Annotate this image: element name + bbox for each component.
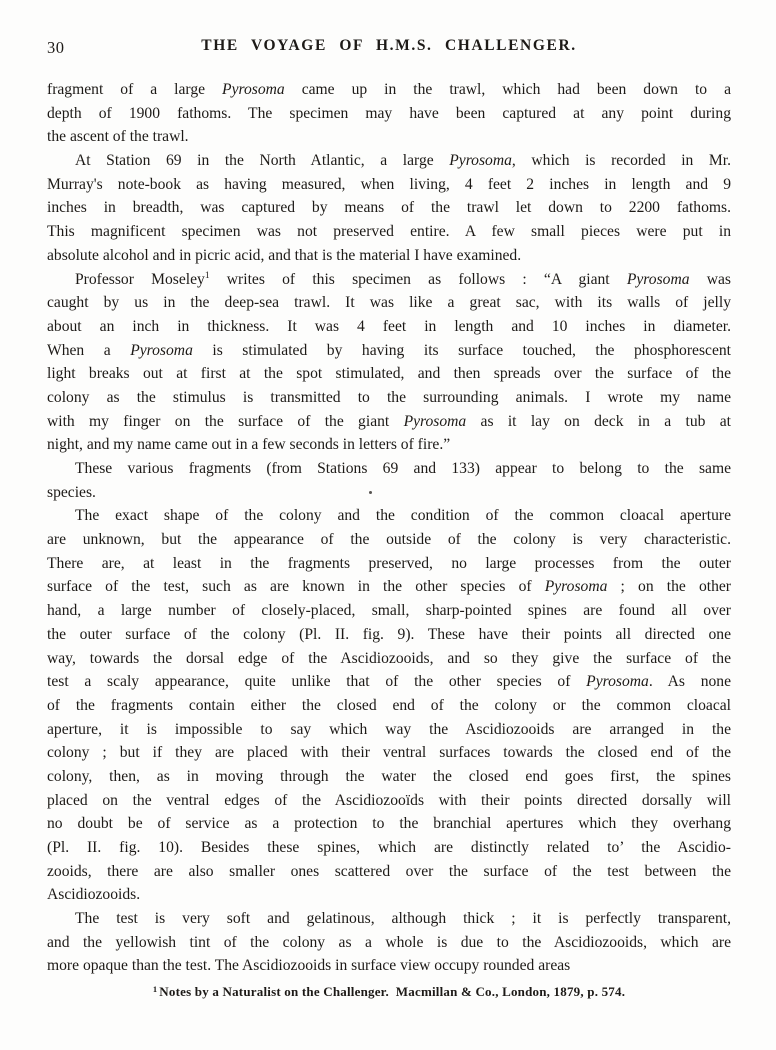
text-line: [47, 765, 731, 789]
text-segment: more opaque than the test. The Ascidiozooids in surface view occupy rounded areas: [47, 957, 571, 975]
text-line: [47, 220, 731, 244]
text-segment: aperture, it is impossible to say which way the Ascidiozooids are arranged in the: [47, 720, 731, 738]
text-line: [47, 268, 731, 292]
text-line: [47, 718, 731, 742]
text-line: [47, 481, 731, 505]
text-segment: as it lay on deck in a tub at: [466, 412, 731, 430]
text-segment: zooids, there are also smaller ones scattered over the surface of the test between the: [47, 862, 731, 880]
text-segment: writes of this specimen as follows : “A giant: [209, 270, 627, 288]
text-line: [47, 575, 731, 599]
text-segment: fragment of a large: [47, 81, 223, 98]
page-number: 30: [47, 38, 65, 57]
paragraph: [47, 504, 731, 907]
text-line: [47, 931, 731, 955]
text-line: [47, 410, 731, 434]
text-line: [47, 315, 731, 339]
text-segment: depth of 1900 fathoms. The specimen may have been captured at any point during: [47, 104, 731, 122]
italic-text: Pyrosoma: [544, 578, 608, 596]
text-line: [47, 125, 731, 149]
text-segment: inches in breadth, was captured by means of the trawl let down to 2200 fathoms.: [47, 199, 731, 217]
text-segment: is stimulated by having its surface touched, the phosphorescent: [192, 341, 731, 359]
text-segment: night, and my name came out in a few seconds in letters of fire.”: [47, 436, 451, 454]
text-segment: hand, a large number of closely-placed, small, sharp-pointed spines are found all over: [47, 602, 731, 620]
text-segment: colony as the stimulus is transmitted to the surrounding animals. I wrote my name: [47, 388, 731, 406]
text-line: [47, 623, 731, 647]
italic-text: Pyrosoma: [586, 673, 649, 691]
text-line: [47, 694, 731, 718]
text-line: [47, 433, 731, 457]
page-header: [47, 37, 731, 57]
text-segment: surface of the test, such as are known in the other species of: [47, 578, 545, 596]
text-segment: Professor Moseley: [75, 270, 205, 288]
text-line: [47, 812, 731, 836]
text-segment: light breaks out at first at the spot stimulated, and then spreads over the surface of the: [47, 365, 731, 383]
text-segment: about an inch in thickness. It was 4 feet in length and 10 inches in diameter.: [47, 317, 731, 335]
text-segment: colony ; but if they are placed with their ventral surfaces towards the closed end of the: [47, 744, 731, 762]
paragraph: [47, 268, 731, 458]
paragraph: [47, 907, 731, 978]
text-line: [47, 789, 731, 813]
paragraph: [47, 457, 731, 504]
text-segment: no doubt be of service as a protection to the branchial apertures which they overhang: [47, 815, 731, 833]
text-line: [47, 647, 731, 671]
text-line: [47, 386, 731, 410]
paragraph: [47, 78, 731, 149]
text-segment: . As none: [648, 673, 731, 691]
text-line: [47, 599, 731, 623]
text-segment: At Station 69 in the North Atlantic, a large: [75, 152, 450, 170]
text-segment: came up in the trawl, which had been down to a: [284, 81, 731, 98]
text-segment: colony, then, as in moving through the water the closed end goes first, the spines: [47, 767, 731, 785]
text-segment: (Pl. II. fig. 10). Besides these spines, which are distinctly related to’ the Ascidio-: [47, 839, 731, 856]
text-segment: The exact shape of the colony and the condition of the common cloacal aperture: [75, 507, 731, 525]
text-segment: ; on the other: [607, 578, 731, 596]
text-line: [47, 860, 731, 884]
text-line: [47, 196, 731, 220]
text-segment: Murray's note-book as having measured, when living, 4 feet 2 inches in length and 9: [47, 175, 731, 193]
text-line: [47, 78, 731, 102]
text-segment: way, towards the dorsal edge of the Ascidiozooids, and so they give the surface of the: [47, 649, 731, 667]
text-line: [47, 339, 731, 363]
page-body: [47, 78, 731, 978]
text-segment: These various fragments (from Stations 69 and 133) appear to belong to the same: [75, 460, 731, 477]
footnote-text: Notes by a Naturalist on the Challenger. Macmillan & Co., London, 1879, p. 574.: [159, 984, 626, 999]
text-segment: The test is very soft and gelatinous, although thick ; it is perfectly transparent,: [75, 910, 731, 928]
text-segment: with my finger on the surface of the giant: [47, 412, 404, 430]
running-head-title: THE VOYAGE OF H.M.S. CHALLENGER.: [201, 37, 577, 54]
italic-text: Pyrosoma: [222, 81, 285, 98]
text-line: [47, 149, 731, 173]
text-line: [47, 741, 731, 765]
italic-text: Pyrosoma: [130, 341, 193, 359]
text-line: [47, 504, 731, 528]
text-line: [47, 883, 731, 907]
italic-text: Pyrosoma: [449, 152, 512, 170]
text-line: [47, 102, 731, 126]
text-segment: absolute alcohol and in picric acid, and that is the material I have examined.: [47, 246, 522, 264]
text-line: [47, 244, 731, 268]
text-segment: , which is recorded in Mr.: [511, 152, 731, 170]
text-segment: This magnificent specimen was not preserved entire. A few small pieces were put in: [47, 223, 731, 241]
text-segment: and the yellowish tint of the colony as a whole is due to the Ascidiozooids, which are: [47, 933, 731, 951]
text-segment: test a scaly appearance, quite unlike that of the other species of: [47, 673, 587, 691]
text-line: [47, 528, 731, 552]
text-segment: When a: [47, 341, 131, 359]
ink-speck-artifact: [369, 491, 372, 494]
text-segment: are unknown, but the appearance of the outside of the colony is very characteristic.: [47, 531, 731, 549]
text-segment: species.: [47, 483, 96, 501]
text-segment: was: [689, 270, 731, 288]
text-line: [47, 457, 731, 481]
text-line: [47, 670, 731, 694]
text-line: [47, 552, 731, 576]
text-segment: the outer surface of the colony (Pl. II. fig. 9). These have their points all directed one: [47, 625, 731, 643]
text-segment: placed on the ventral edges of the Ascidiozooïds with their points directed dorsally will: [47, 791, 731, 809]
text-segment: There are, at least in the fragments preserved, no large processes from the outer: [47, 554, 731, 572]
text-line: [47, 362, 731, 386]
text-segment: caught by us in the deep-sea trawl. It was like a great sac, with its walls of jelly: [47, 294, 731, 312]
text-line: [47, 907, 731, 931]
footnote: [47, 984, 731, 1000]
text-line: [47, 291, 731, 315]
footnote-reference: 1: [204, 270, 210, 281]
footnote-marker: 1: [152, 984, 158, 994]
text-line: [47, 173, 731, 197]
text-segment: the ascent of the trawl.: [47, 128, 189, 146]
text-segment: of the fragments contain either the closed end of the colony or the common cloacal: [47, 696, 731, 714]
text-segment: Ascidiozooids.: [47, 886, 141, 904]
italic-text: Pyrosoma: [403, 412, 467, 430]
text-line: [47, 836, 731, 860]
text-line: [47, 954, 731, 978]
italic-text: Pyrosoma: [626, 270, 690, 288]
paragraph: [47, 149, 731, 267]
